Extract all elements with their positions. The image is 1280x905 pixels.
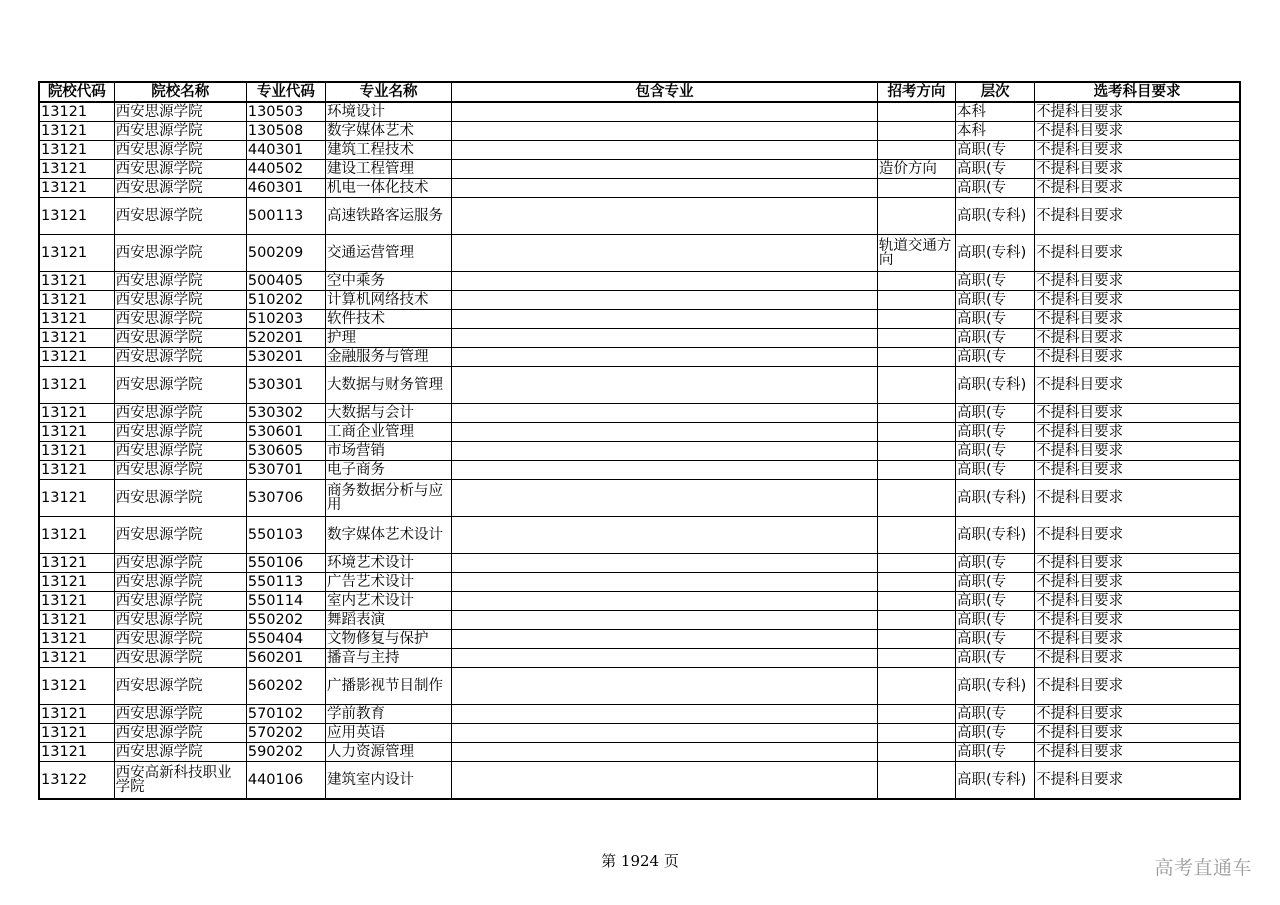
- cell-level: 高职(专: [956, 724, 1035, 743]
- cell-included-majors: [452, 611, 878, 630]
- cell-level: 高职(专: [956, 179, 1035, 198]
- table-row: [39, 480, 1240, 517]
- cell-direction: [877, 423, 955, 442]
- cell-subject-requirement: 不提科目要求: [1035, 724, 1240, 743]
- cell-direction: [877, 179, 955, 198]
- cell-major-name: 播音与主持: [325, 649, 451, 668]
- cell-subject-requirement: 不提科目要求: [1035, 668, 1240, 705]
- cell-major-name: 广告艺术设计: [325, 573, 451, 592]
- cell-school-name: 西安思源学院: [114, 272, 246, 291]
- cell-major-code: 510202: [246, 291, 325, 310]
- cell-major-name: 软件技术: [325, 310, 451, 329]
- cell-level: 高职(专: [956, 743, 1035, 762]
- cell-subject-requirement: 不提科目要求: [1035, 705, 1240, 724]
- cell-included-majors: [452, 329, 878, 348]
- cell-subject-requirement: 不提科目要求: [1035, 291, 1240, 310]
- cell-level: 高职(专: [956, 592, 1035, 611]
- cell-direction: [877, 724, 955, 743]
- cell-school-name: 西安思源学院: [114, 480, 246, 517]
- cell-direction: [877, 442, 955, 461]
- table-row: [39, 649, 1240, 668]
- cell-major-code: 130503: [246, 102, 325, 122]
- cell-subject-requirement: 不提科目要求: [1035, 442, 1240, 461]
- cell-level: 高职(专科): [956, 668, 1035, 705]
- table-row: [39, 141, 1240, 160]
- cell-school-name: 西安高新科技职业学院: [114, 762, 246, 800]
- cell-major-code: 530701: [246, 461, 325, 480]
- table-row: [39, 329, 1240, 348]
- cell-subject-requirement: 不提科目要求: [1035, 630, 1240, 649]
- cell-school-code: 13121: [39, 705, 114, 724]
- table-row: [39, 291, 1240, 310]
- table-row: [39, 554, 1240, 573]
- cell-school-name: 西安思源学院: [114, 554, 246, 573]
- cell-school-name: 西安思源学院: [114, 235, 246, 272]
- cell-direction: 造价方向: [877, 160, 955, 179]
- cell-included-majors: [452, 102, 878, 122]
- cell-subject-requirement: 不提科目要求: [1035, 404, 1240, 423]
- cell-level: 高职(专: [956, 272, 1035, 291]
- cell-major-code: 500209: [246, 235, 325, 272]
- cell-major-code: 440106: [246, 762, 325, 800]
- cell-included-majors: [452, 348, 878, 367]
- cell-school-code: 13121: [39, 198, 114, 235]
- cell-major-code: 530201: [246, 348, 325, 367]
- cell-major-name: 建设工程管理: [325, 160, 451, 179]
- cell-direction: [877, 461, 955, 480]
- cell-school-code: 13121: [39, 461, 114, 480]
- cell-level: 高职(专: [956, 461, 1035, 480]
- table-row: [39, 179, 1240, 198]
- cell-included-majors: [452, 762, 878, 800]
- cell-school-code: 13121: [39, 668, 114, 705]
- cell-major-code: 550103: [246, 517, 325, 554]
- cell-school-name: 西安思源学院: [114, 310, 246, 329]
- cell-direction: [877, 668, 955, 705]
- cell-level: 高职(专: [956, 404, 1035, 423]
- cell-major-name: 建筑室内设计: [325, 762, 451, 800]
- header-school-name: 院校名称: [114, 82, 246, 102]
- cell-subject-requirement: 不提科目要求: [1035, 179, 1240, 198]
- cell-school-code: 13121: [39, 160, 114, 179]
- cell-school-code: 13121: [39, 592, 114, 611]
- cell-level: 高职(专科): [956, 198, 1035, 235]
- cell-included-majors: [452, 179, 878, 198]
- cell-school-code: 13121: [39, 573, 114, 592]
- cell-level: 高职(专: [956, 442, 1035, 461]
- cell-major-code: 500113: [246, 198, 325, 235]
- table-row: [39, 611, 1240, 630]
- header-included-majors: 包含专业: [452, 82, 878, 102]
- cell-major-code: 560201: [246, 649, 325, 668]
- cell-major-code: 530601: [246, 423, 325, 442]
- cell-school-name: 西安思源学院: [114, 442, 246, 461]
- cell-level: 高职(专科): [956, 235, 1035, 272]
- cell-included-majors: [452, 272, 878, 291]
- cell-level: 本科: [956, 122, 1035, 141]
- cell-level: 高职(专: [956, 705, 1035, 724]
- cell-school-code: 13121: [39, 611, 114, 630]
- cell-direction: [877, 329, 955, 348]
- table-row: [39, 367, 1240, 404]
- cell-level: 高职(专: [956, 329, 1035, 348]
- cell-included-majors: [452, 461, 878, 480]
- cell-major-code: 560202: [246, 668, 325, 705]
- cell-school-code: 13121: [39, 630, 114, 649]
- cell-major-code: 570202: [246, 724, 325, 743]
- cell-included-majors: [452, 198, 878, 235]
- cell-school-name: 西安思源学院: [114, 179, 246, 198]
- cell-school-name: 西安思源学院: [114, 367, 246, 404]
- cell-subject-requirement: 不提科目要求: [1035, 122, 1240, 141]
- cell-major-name: 商务数据分析与应用: [325, 480, 451, 517]
- cell-school-name: 西安思源学院: [114, 649, 246, 668]
- cell-direction: [877, 630, 955, 649]
- cell-school-code: 13121: [39, 649, 114, 668]
- table-row: [39, 310, 1240, 329]
- table-row: [39, 705, 1240, 724]
- cell-included-majors: [452, 649, 878, 668]
- cell-subject-requirement: 不提科目要求: [1035, 611, 1240, 630]
- cell-included-majors: [452, 517, 878, 554]
- cell-direction: 轨道交通方向: [877, 235, 955, 272]
- cell-school-code: 13121: [39, 272, 114, 291]
- cell-included-majors: [452, 573, 878, 592]
- cell-school-name: 西安思源学院: [114, 705, 246, 724]
- table-row: [39, 630, 1240, 649]
- cell-direction: [877, 122, 955, 141]
- cell-major-code: 500405: [246, 272, 325, 291]
- header-direction: 招考方向: [877, 82, 955, 102]
- cell-direction: [877, 705, 955, 724]
- cell-included-majors: [452, 160, 878, 179]
- cell-subject-requirement: 不提科目要求: [1035, 423, 1240, 442]
- cell-major-name: 数字媒体艺术: [325, 122, 451, 141]
- cell-included-majors: [452, 592, 878, 611]
- cell-direction: [877, 310, 955, 329]
- cell-school-code: 13121: [39, 423, 114, 442]
- cell-major-name: 大数据与会计: [325, 404, 451, 423]
- cell-subject-requirement: 不提科目要求: [1035, 367, 1240, 404]
- cell-subject-requirement: 不提科目要求: [1035, 517, 1240, 554]
- cell-major-name: 应用英语: [325, 724, 451, 743]
- cell-direction: [877, 762, 955, 800]
- cell-school-name: 西安思源学院: [114, 668, 246, 705]
- cell-school-code: 13121: [39, 724, 114, 743]
- cell-school-name: 西安思源学院: [114, 517, 246, 554]
- cell-major-name: 大数据与财务管理: [325, 367, 451, 404]
- cell-subject-requirement: 不提科目要求: [1035, 461, 1240, 480]
- cell-direction: [877, 480, 955, 517]
- cell-subject-requirement: 不提科目要求: [1035, 480, 1240, 517]
- cell-school-name: 西安思源学院: [114, 404, 246, 423]
- cell-school-code: 13121: [39, 348, 114, 367]
- cell-major-code: 460301: [246, 179, 325, 198]
- cell-direction: [877, 517, 955, 554]
- table-row: [39, 198, 1240, 235]
- cell-included-majors: [452, 668, 878, 705]
- cell-level: 本科: [956, 102, 1035, 122]
- table-row: [39, 404, 1240, 423]
- cell-level: 高职(专: [956, 649, 1035, 668]
- table-body: [39, 102, 1240, 799]
- cell-major-code: 530605: [246, 442, 325, 461]
- cell-major-name: 机电一体化技术: [325, 179, 451, 198]
- cell-major-name: 交通运营管理: [325, 235, 451, 272]
- cell-direction: [877, 291, 955, 310]
- cell-major-name: 市场营销: [325, 442, 451, 461]
- cell-major-name: 环境设计: [325, 102, 451, 122]
- cell-school-name: 西安思源学院: [114, 573, 246, 592]
- cell-school-code: 13121: [39, 367, 114, 404]
- cell-school-name: 西安思源学院: [114, 160, 246, 179]
- cell-school-code: 13122: [39, 762, 114, 800]
- cell-major-name: 建筑工程技术: [325, 141, 451, 160]
- cell-direction: [877, 743, 955, 762]
- cell-major-code: 570102: [246, 705, 325, 724]
- cell-included-majors: [452, 122, 878, 141]
- cell-school-name: 西安思源学院: [114, 724, 246, 743]
- table-row: [39, 102, 1240, 122]
- cell-major-name: 空中乘务: [325, 272, 451, 291]
- cell-included-majors: [452, 404, 878, 423]
- cell-subject-requirement: 不提科目要求: [1035, 649, 1240, 668]
- page-number: 第 1924 页: [601, 852, 679, 870]
- table-row: [39, 160, 1240, 179]
- cell-school-name: 西安思源学院: [114, 348, 246, 367]
- cell-direction: [877, 141, 955, 160]
- cell-direction: [877, 592, 955, 611]
- cell-included-majors: [452, 141, 878, 160]
- cell-school-code: 13121: [39, 235, 114, 272]
- cell-major-name: 电子商务: [325, 461, 451, 480]
- cell-major-name: 室内艺术设计: [325, 592, 451, 611]
- cell-major-code: 440301: [246, 141, 325, 160]
- header-school-code: 院校代码: [39, 82, 114, 102]
- cell-direction: [877, 554, 955, 573]
- cell-school-code: 13121: [39, 310, 114, 329]
- cell-direction: [877, 573, 955, 592]
- table-row: [39, 348, 1240, 367]
- table-row: [39, 573, 1240, 592]
- cell-level: 高职(专科): [956, 367, 1035, 404]
- cell-major-code: 440502: [246, 160, 325, 179]
- cell-major-code: 550106: [246, 554, 325, 573]
- header-subject-requirement: 选考科目要求: [1035, 82, 1240, 102]
- table-row: [39, 592, 1240, 611]
- table-row: [39, 442, 1240, 461]
- cell-subject-requirement: 不提科目要求: [1035, 329, 1240, 348]
- cell-school-name: 西安思源学院: [114, 102, 246, 122]
- cell-level: 高职(专: [956, 630, 1035, 649]
- cell-school-code: 13121: [39, 122, 114, 141]
- cell-major-code: 530302: [246, 404, 325, 423]
- table-row: [39, 724, 1240, 743]
- cell-school-name: 西安思源学院: [114, 141, 246, 160]
- cell-direction: [877, 367, 955, 404]
- cell-included-majors: [452, 705, 878, 724]
- cell-level: 高职(专: [956, 141, 1035, 160]
- cell-school-code: 13121: [39, 517, 114, 554]
- cell-school-code: 13121: [39, 442, 114, 461]
- cell-level: 高职(专: [956, 291, 1035, 310]
- cell-level: 高职(专: [956, 554, 1035, 573]
- cell-major-name: 舞蹈表演: [325, 611, 451, 630]
- cell-included-majors: [452, 423, 878, 442]
- cell-included-majors: [452, 291, 878, 310]
- cell-included-majors: [452, 310, 878, 329]
- cell-major-code: 520201: [246, 329, 325, 348]
- cell-included-majors: [452, 743, 878, 762]
- cell-school-code: 13121: [39, 743, 114, 762]
- cell-major-code: 510203: [246, 310, 325, 329]
- cell-level: 高职(专科): [956, 517, 1035, 554]
- cell-direction: [877, 404, 955, 423]
- cell-subject-requirement: 不提科目要求: [1035, 743, 1240, 762]
- cell-school-name: 西安思源学院: [114, 423, 246, 442]
- cell-school-code: 13121: [39, 291, 114, 310]
- cell-subject-requirement: 不提科目要求: [1035, 310, 1240, 329]
- cell-level: 高职(专: [956, 611, 1035, 630]
- cell-direction: [877, 272, 955, 291]
- table-row: [39, 122, 1240, 141]
- header-row: [39, 82, 1240, 102]
- cell-level: 高职(专: [956, 423, 1035, 442]
- cell-included-majors: [452, 367, 878, 404]
- header-level: 层次: [956, 82, 1035, 102]
- cell-included-majors: [452, 442, 878, 461]
- cell-major-code: 530301: [246, 367, 325, 404]
- cell-included-majors: [452, 724, 878, 743]
- cell-major-name: 广播影视节目制作: [325, 668, 451, 705]
- cell-school-name: 西安思源学院: [114, 630, 246, 649]
- cell-included-majors: [452, 480, 878, 517]
- cell-included-majors: [452, 554, 878, 573]
- cell-school-name: 西安思源学院: [114, 611, 246, 630]
- cell-direction: [877, 198, 955, 235]
- cell-level: 高职(专科): [956, 762, 1035, 800]
- watermark: 高考直通车: [1154, 857, 1252, 879]
- cell-subject-requirement: 不提科目要求: [1035, 198, 1240, 235]
- cell-subject-requirement: 不提科目要求: [1035, 348, 1240, 367]
- cell-school-code: 13121: [39, 102, 114, 122]
- table-row: [39, 235, 1240, 272]
- cell-major-code: 550404: [246, 630, 325, 649]
- header-major-code: 专业代码: [246, 82, 325, 102]
- cell-major-code: 550202: [246, 611, 325, 630]
- cell-major-name: 金融服务与管理: [325, 348, 451, 367]
- admissions-table: [38, 81, 1241, 800]
- cell-subject-requirement: 不提科目要求: [1035, 573, 1240, 592]
- cell-school-name: 西安思源学院: [114, 198, 246, 235]
- cell-major-code: 530706: [246, 480, 325, 517]
- cell-school-code: 13121: [39, 329, 114, 348]
- cell-major-code: 550113: [246, 573, 325, 592]
- cell-direction: [877, 649, 955, 668]
- cell-major-name: 计算机网络技术: [325, 291, 451, 310]
- cell-included-majors: [452, 235, 878, 272]
- cell-school-name: 西安思源学院: [114, 743, 246, 762]
- cell-direction: [877, 102, 955, 122]
- cell-major-name: 工商企业管理: [325, 423, 451, 442]
- cell-school-name: 西安思源学院: [114, 461, 246, 480]
- cell-major-name: 数字媒体艺术设计: [325, 517, 451, 554]
- table-row: [39, 762, 1240, 800]
- cell-subject-requirement: 不提科目要求: [1035, 235, 1240, 272]
- table-row: [39, 272, 1240, 291]
- cell-school-code: 13121: [39, 179, 114, 198]
- table-row: [39, 461, 1240, 480]
- cell-subject-requirement: 不提科目要求: [1035, 762, 1240, 800]
- cell-major-name: 人力资源管理: [325, 743, 451, 762]
- cell-subject-requirement: 不提科目要求: [1035, 272, 1240, 291]
- cell-subject-requirement: 不提科目要求: [1035, 102, 1240, 122]
- cell-subject-requirement: 不提科目要求: [1035, 160, 1240, 179]
- cell-direction: [877, 348, 955, 367]
- cell-major-name: 环境艺术设计: [325, 554, 451, 573]
- cell-school-name: 西安思源学院: [114, 592, 246, 611]
- cell-school-name: 西安思源学院: [114, 329, 246, 348]
- cell-major-name: 高速铁路客运服务: [325, 198, 451, 235]
- cell-major-name: 文物修复与保护: [325, 630, 451, 649]
- cell-level: 高职(专科): [956, 480, 1035, 517]
- cell-direction: [877, 611, 955, 630]
- cell-school-name: 西安思源学院: [114, 122, 246, 141]
- cell-level: 高职(专: [956, 310, 1035, 329]
- cell-school-code: 13121: [39, 554, 114, 573]
- cell-subject-requirement: 不提科目要求: [1035, 592, 1240, 611]
- cell-major-name: 学前教育: [325, 705, 451, 724]
- cell-level: 高职(专: [956, 573, 1035, 592]
- cell-subject-requirement: 不提科目要求: [1035, 554, 1240, 573]
- table-row: [39, 517, 1240, 554]
- header-major-name: 专业名称: [325, 82, 451, 102]
- cell-major-name: 护理: [325, 329, 451, 348]
- cell-level: 高职(专: [956, 348, 1035, 367]
- cell-major-code: 550114: [246, 592, 325, 611]
- cell-major-code: 130508: [246, 122, 325, 141]
- cell-school-name: 西安思源学院: [114, 291, 246, 310]
- table-row: [39, 743, 1240, 762]
- cell-school-code: 13121: [39, 141, 114, 160]
- cell-major-code: 590202: [246, 743, 325, 762]
- cell-subject-requirement: 不提科目要求: [1035, 141, 1240, 160]
- cell-included-majors: [452, 630, 878, 649]
- cell-level: 高职(专: [956, 160, 1035, 179]
- cell-school-code: 13121: [39, 480, 114, 517]
- table-row: [39, 668, 1240, 705]
- cell-school-code: 13121: [39, 404, 114, 423]
- table-row: [39, 423, 1240, 442]
